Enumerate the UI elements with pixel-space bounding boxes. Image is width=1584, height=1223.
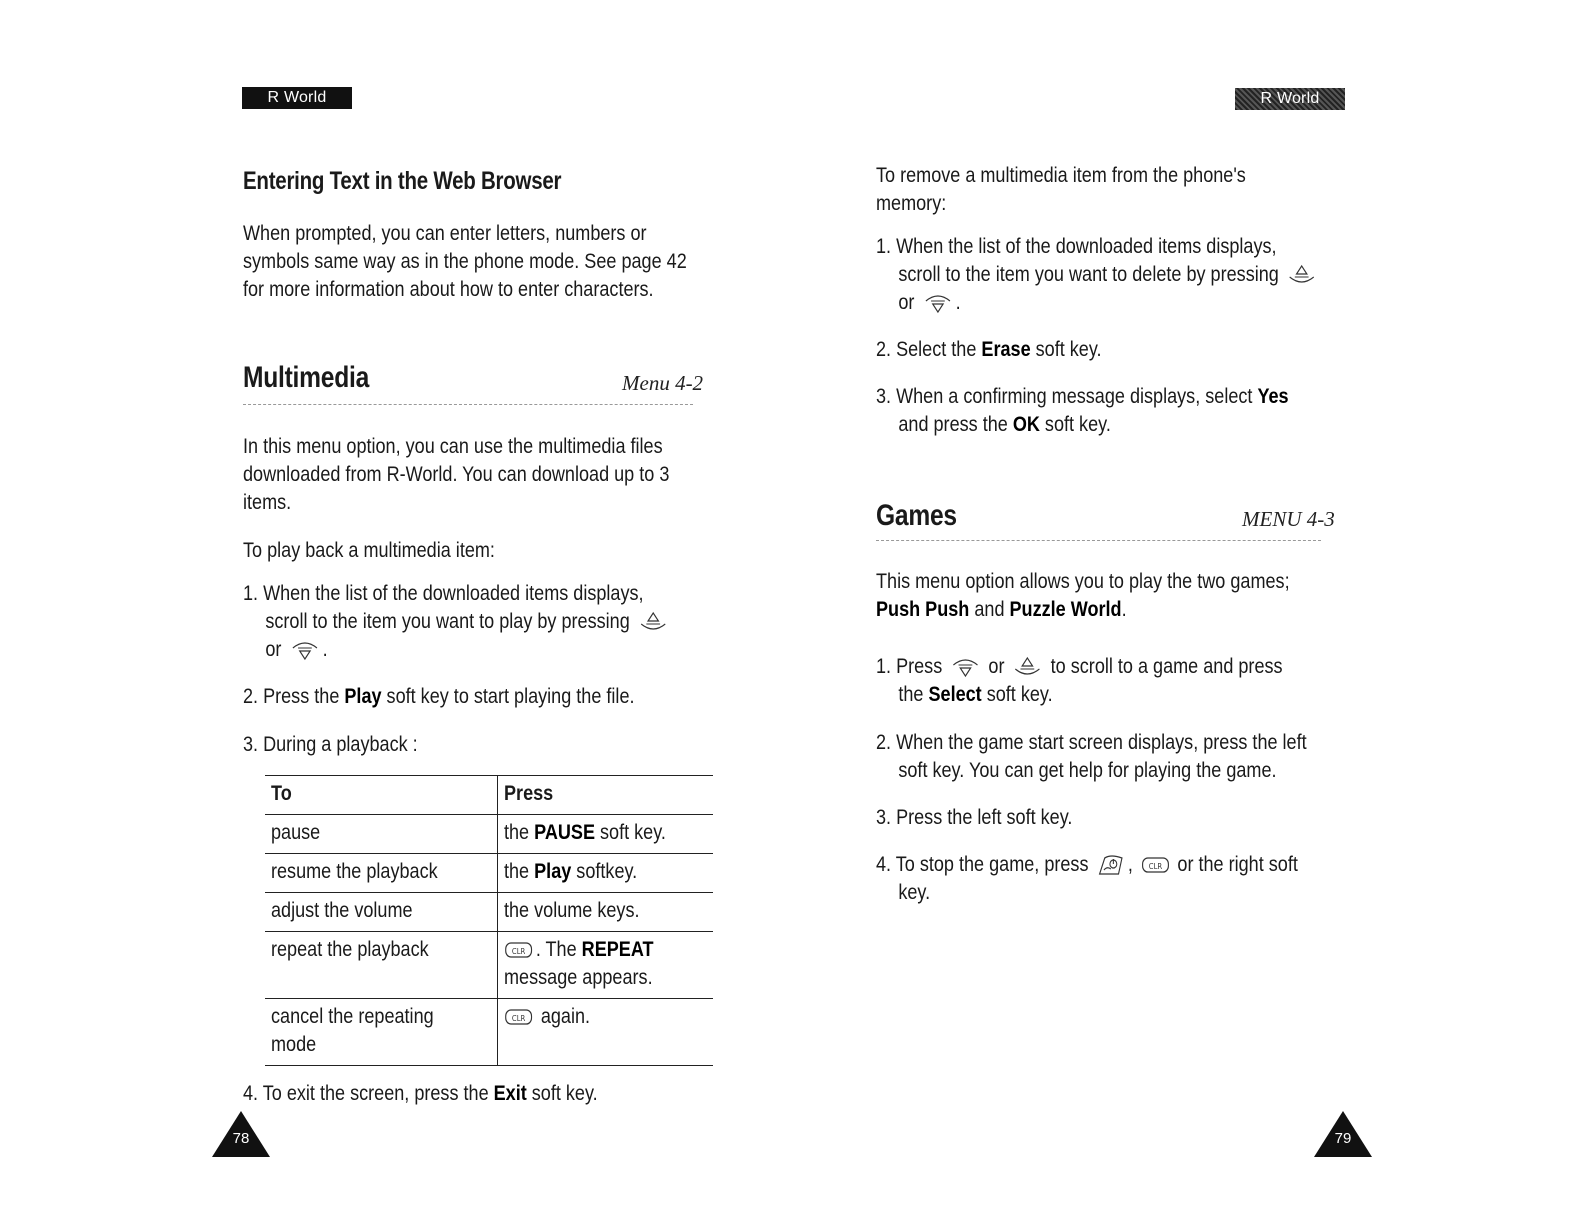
remove-intro-line-2: memory: (876, 192, 947, 215)
step-3: 3. During a playback : (243, 733, 418, 756)
step-1-line-2 (243, 608, 671, 636)
remove-intro-line-1: To remove a multimedia item from the phone's (876, 164, 1246, 187)
r-step-1-line-2 (876, 261, 1320, 289)
clr-key-icon (504, 1008, 533, 1026)
g-step-4-line-2: key. (898, 881, 931, 904)
games-intro-line-2: Push Push and Puzzle World. (876, 598, 1127, 621)
g-step-2-line-1: 2. When the game start screen displays, press the left (876, 731, 1307, 754)
table-row (265, 854, 713, 893)
row-to: repeat the playback (271, 938, 429, 961)
row-to: resume the playback (271, 860, 438, 883)
section-intro-line-2: downloaded from R-World. You can download up to 3 (243, 463, 670, 486)
section-menu-ref-games: MENU 4-3 (1242, 507, 1335, 531)
r-step-1-text: scroll to the item you want to delete by pressing (898, 263, 1279, 286)
table-col-to: To (271, 782, 292, 805)
down-key-icon (922, 291, 953, 315)
row-press: the PAUSE soft key. (504, 821, 666, 844)
row-to: pause (271, 821, 321, 844)
section-divider (243, 404, 693, 405)
header-tag-right: R World (1235, 88, 1345, 110)
end-power-key-icon (1096, 852, 1125, 878)
section-divider-games (876, 540, 1321, 541)
header-tag-left: R World (242, 87, 352, 109)
table-row (265, 815, 713, 854)
play-intro: To play back a multimedia item: (243, 539, 495, 562)
step-4-pre: 4. To exit the screen, press the (243, 1082, 494, 1105)
row-press: the Play softkey. (504, 860, 638, 883)
subheading-web-browser: Entering Text in the Web Browser (243, 167, 562, 195)
step-2-bold: Play (344, 685, 382, 708)
step-2-pre: 2. Press the (243, 685, 345, 708)
intro-line-3: for more information about how to enter characters. (243, 278, 654, 301)
up-key-icon (1012, 655, 1043, 679)
intro-line-1: When prompted, you can enter letters, numbers or (243, 222, 647, 245)
section-title-multimedia: Multimedia (243, 361, 370, 394)
step-1-text: scroll to the item you want to play by pressing (265, 610, 630, 633)
down-key-icon (950, 655, 981, 679)
page-number-left: 78 (232, 1130, 250, 1147)
games-intro-line-1: This menu option allows you to play the two games; (876, 570, 1290, 593)
row-press: CLR . The REPEAT message appears. (504, 938, 654, 989)
clr-key-icon (1141, 856, 1170, 874)
intro-line-2: symbols same way as in the phone mode. See page 42 (243, 250, 687, 273)
g-step-1-line-2: the Select soft key. (898, 683, 1053, 706)
step-4-bold: Exit (493, 1082, 527, 1105)
row-press: CLR again. (504, 1003, 590, 1031)
g-step-3: 3. Press the left soft key. (876, 806, 1073, 829)
g-step-2-line-2: soft key. You can get help for playing the game. (898, 759, 1277, 782)
table-row (265, 893, 713, 932)
up-key-icon (1286, 263, 1317, 287)
clr-key-icon (504, 941, 533, 959)
table-row (265, 999, 713, 1066)
table-row (265, 932, 713, 999)
section-intro-line-3: items. (243, 491, 292, 514)
page-number-right: 79 (1334, 1130, 1352, 1147)
table-col-press: Press (504, 782, 554, 805)
g-step-1-line-1: 1. Press or to scroll to a game and press (876, 655, 1283, 678)
r-step-1-or: or (898, 291, 915, 314)
step-2-post: soft key to start playing the file. (381, 685, 635, 708)
down-key-icon (289, 638, 320, 662)
r-step-1-line-1: 1. When the list of the downloaded items displays, (876, 235, 1277, 258)
step-2 (243, 683, 635, 711)
right-page (792, 0, 1584, 1223)
svg-text:CLR: CLR (1148, 861, 1162, 872)
step-1-or: or (265, 638, 282, 661)
svg-text:CLR: CLR (511, 946, 526, 957)
row-to: cancel the repeating mode (271, 1005, 434, 1056)
r-step-3-line-2: and press the OK soft key. (898, 413, 1111, 436)
section-menu-ref: Menu 4-2 (622, 371, 704, 395)
up-key-icon (637, 610, 668, 634)
svg-text:CLR: CLR (511, 1013, 526, 1024)
step-1-line-1: 1. When the list of the downloaded items displays, (243, 582, 644, 605)
step-4-post: soft key. (526, 1082, 598, 1105)
g-step-4-line-1: 4. To stop the game, press , CLR or the right soft (876, 851, 1298, 879)
step-4 (243, 1080, 598, 1108)
r-step-1-line-3: or . (898, 291, 961, 314)
step-1-line-3: or . (265, 638, 328, 661)
section-title-games: Games (876, 499, 957, 532)
table-header-row (265, 776, 713, 815)
row-press: the volume keys. (504, 899, 640, 922)
r-step-2: 2. Select the Erase soft key. (876, 338, 1102, 361)
r-step-3-line-1: 3. When a confirming message displays, select Yes (876, 385, 1289, 408)
section-intro-line-1: In this menu option, you can use the multimedia files (243, 435, 663, 458)
playback-table (265, 775, 713, 1066)
row-to: adjust the volume (271, 899, 413, 922)
